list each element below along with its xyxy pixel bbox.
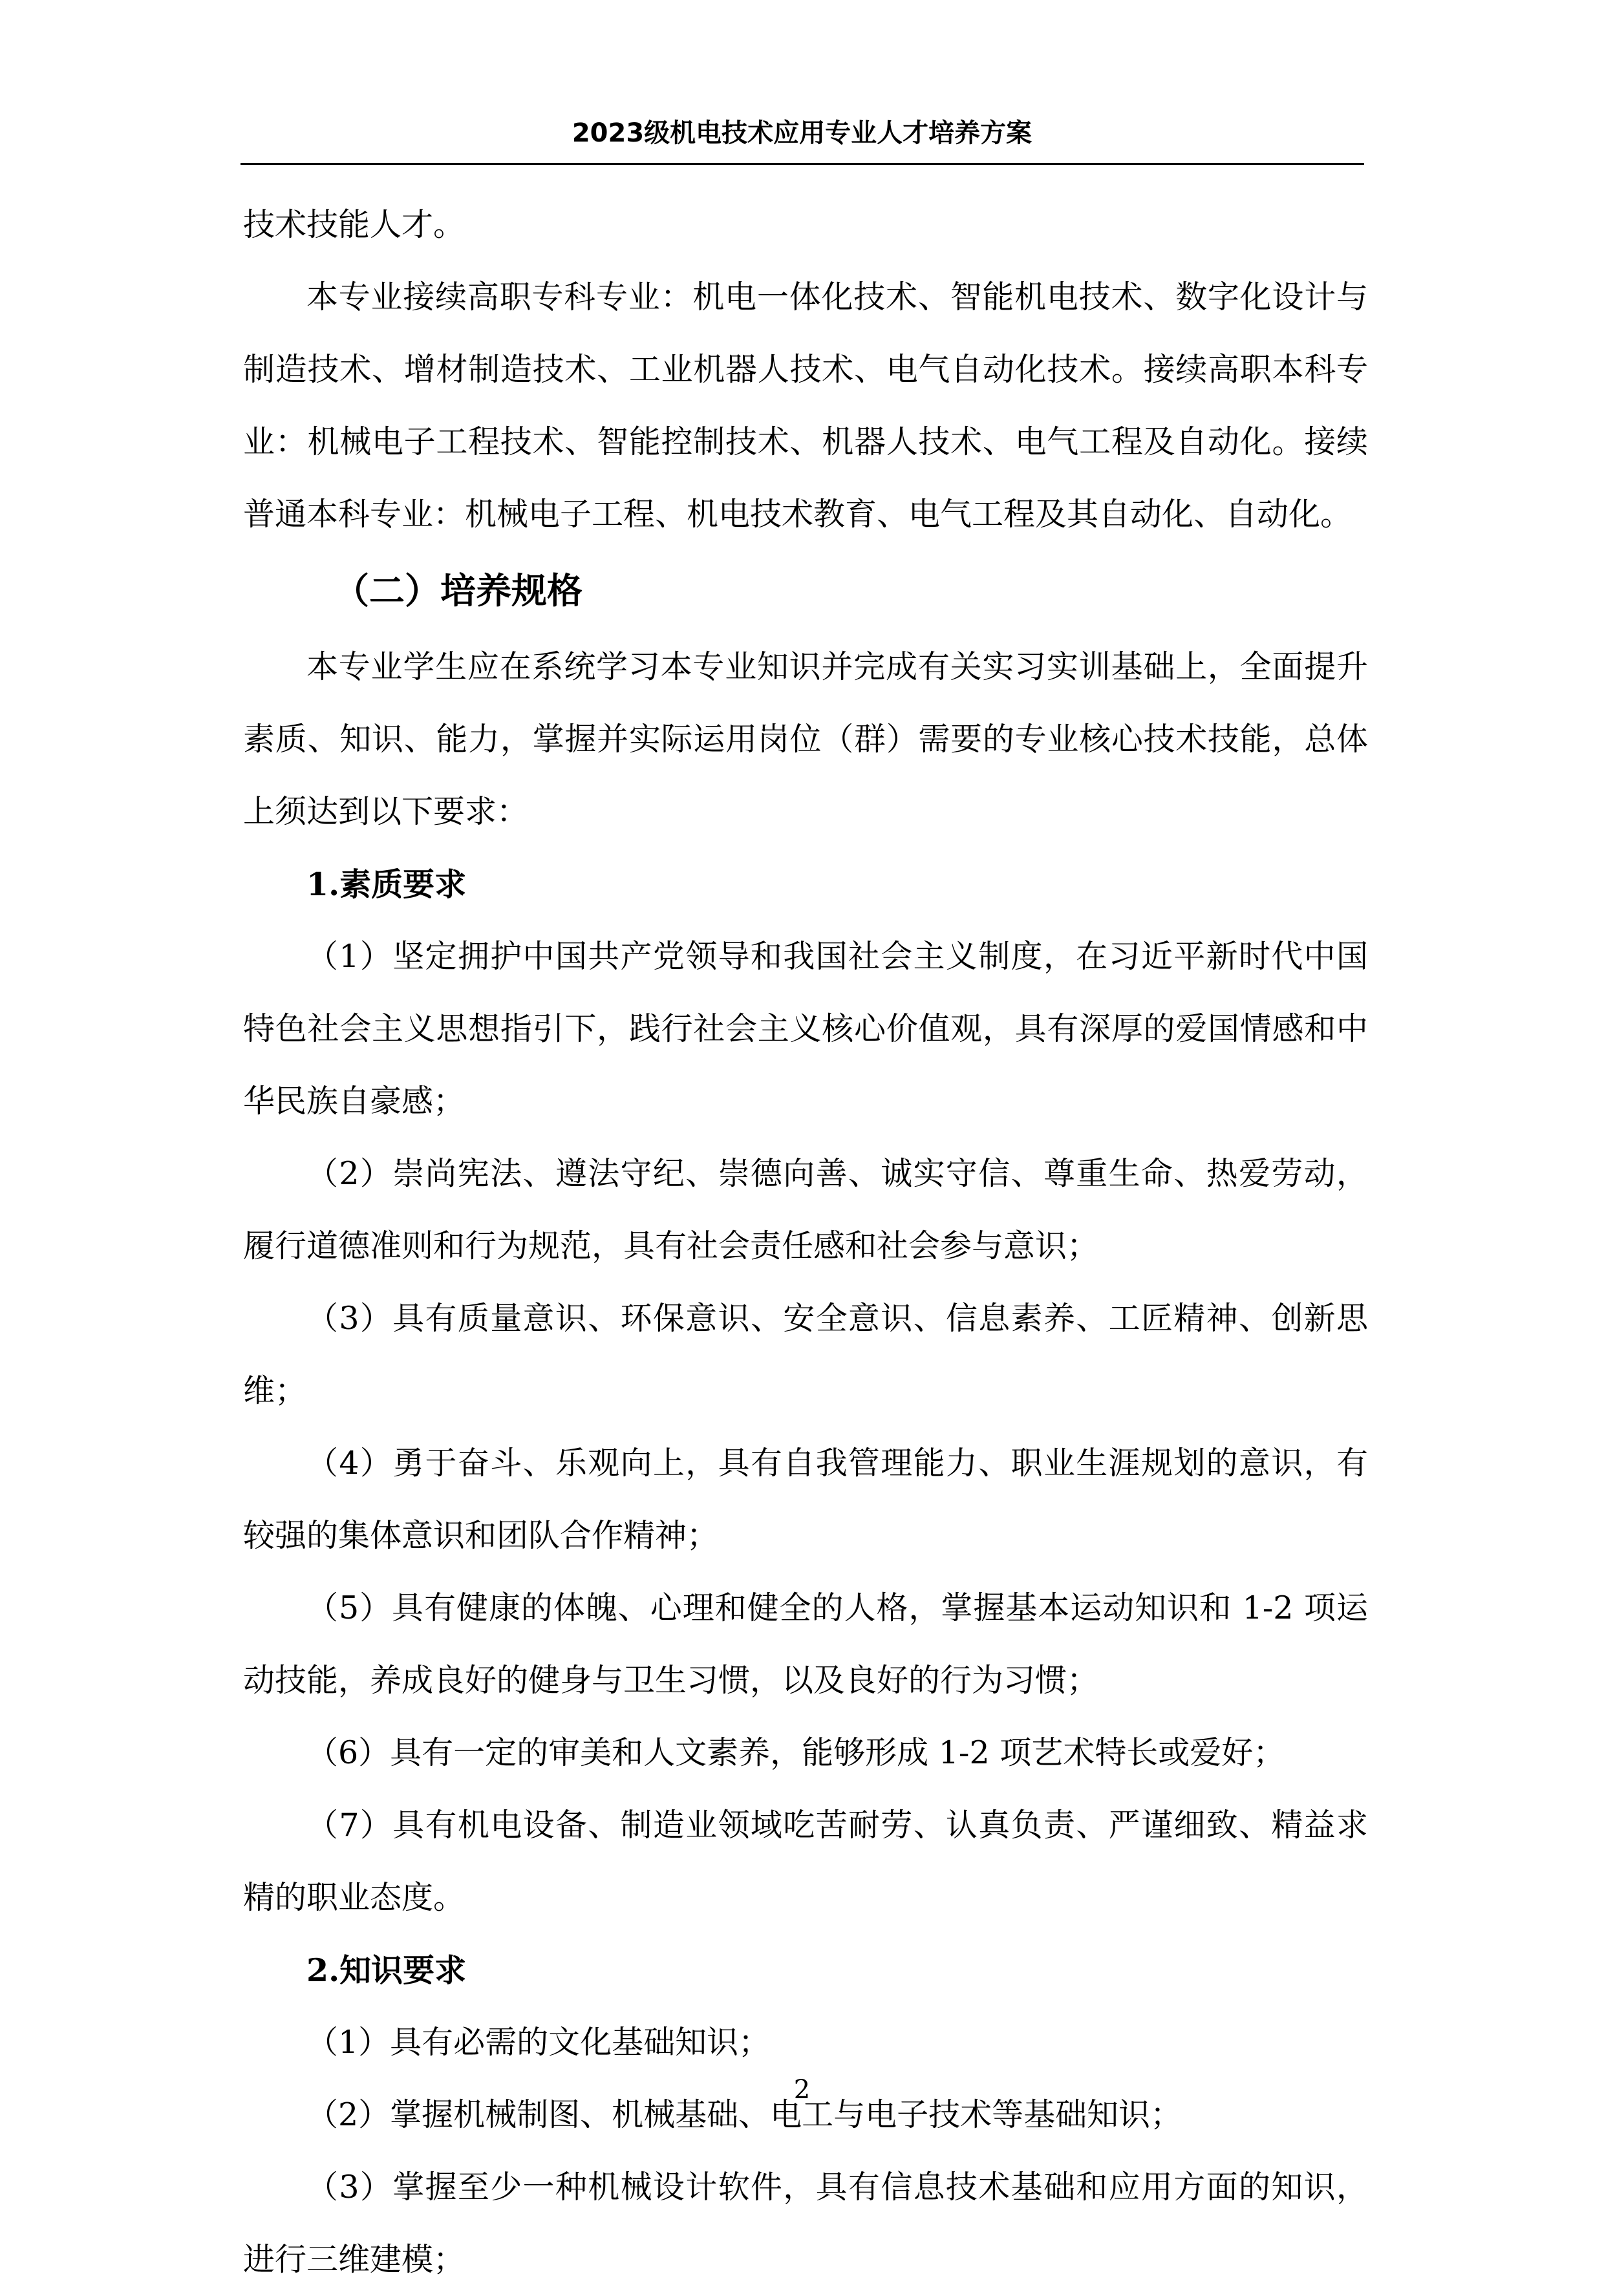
running-header: 2023级机电技术应用专业人才培养方案: [572, 118, 1032, 148]
document-body: [243, 189, 1368, 2296]
subheading-quality-requirements: 1.素质要求: [306, 866, 467, 903]
list-item: （7）具有机电设备、制造业领域吃苦耐劳、认真负责、严谨细致、精益求精的职业态度。: [243, 1807, 1368, 1916]
list-item: （6）具有一定的审美和人文素养，能够形成 1-2 项艺术特长或爱好；: [306, 1734, 1285, 1771]
paragraph-continuation: 技术技能人才。: [243, 206, 465, 243]
list-item: （3）掌握至少一种机械设计软件，具有信息技术基础和应用方面的知识，进行三维建模；: [243, 2169, 1368, 2278]
list-item: （2）崇尚宪法、遵法守纪、崇德向善、诚实守信、尊重生命、热爱劳动，履行道德准则和行为规范，具有社会责任感和社会参与意识；: [243, 1155, 1368, 1264]
list-item: （2）掌握机械制图、机械基础、电工与电子技术等基础知识；: [306, 2096, 1182, 2133]
list-item: （1）具有必需的文化基础知识；: [306, 2024, 771, 2061]
list-item: （1）坚定拥护中国共产党领导和我国社会主义制度，在习近平新时代中国特色社会主义思想指引下，践行社会主义核心价值观，具有深厚的爱国情感和中华民族自豪感；: [243, 938, 1368, 1120]
paragraph-continuing-majors: 本专业接续高职专科专业：机电一体化技术、智能机电技术、数字化设计与制造技术、增材制造技术、工业机器人技术、电气自动化技术。接续高职本科专业：机械电子工程技术、智能控制技术、机器人技术、电气工程及自动化。接续普通本科专业：机械电子工程、机电技术教育、电气工程及其自动化、自动化。: [243, 279, 1368, 533]
section-title: （二）培养规格: [334, 570, 583, 611]
subheading-knowledge-requirements: 2.知识要求: [306, 1951, 467, 1989]
list-item: （5）具有健康的体魄、心理和健全的人格，掌握基本运动知识和 1-2 项运动技能，养成良好的健身与卫生习惯，以及良好的行为习惯；: [243, 1589, 1368, 1699]
header-divider: [241, 163, 1364, 165]
list-item: （4）勇于奋斗、乐观向上，具有自我管理能力、职业生涯规划的意识，有较强的集体意识和团队合作精神；: [243, 1445, 1368, 1554]
paragraph-specification-intro: 本专业学生应在系统学习本专业知识并完成有关实习实训基础上，全面提升素质、知识、能力，掌握并实际运用岗位（群）需要的专业核心技术技能，总体上须达到以下要求：: [243, 648, 1368, 830]
page-number: 2: [793, 2075, 811, 2105]
list-item: （3）具有质量意识、环保意识、安全意识、信息素养、工匠精神、创新思维；: [243, 1300, 1368, 1409]
